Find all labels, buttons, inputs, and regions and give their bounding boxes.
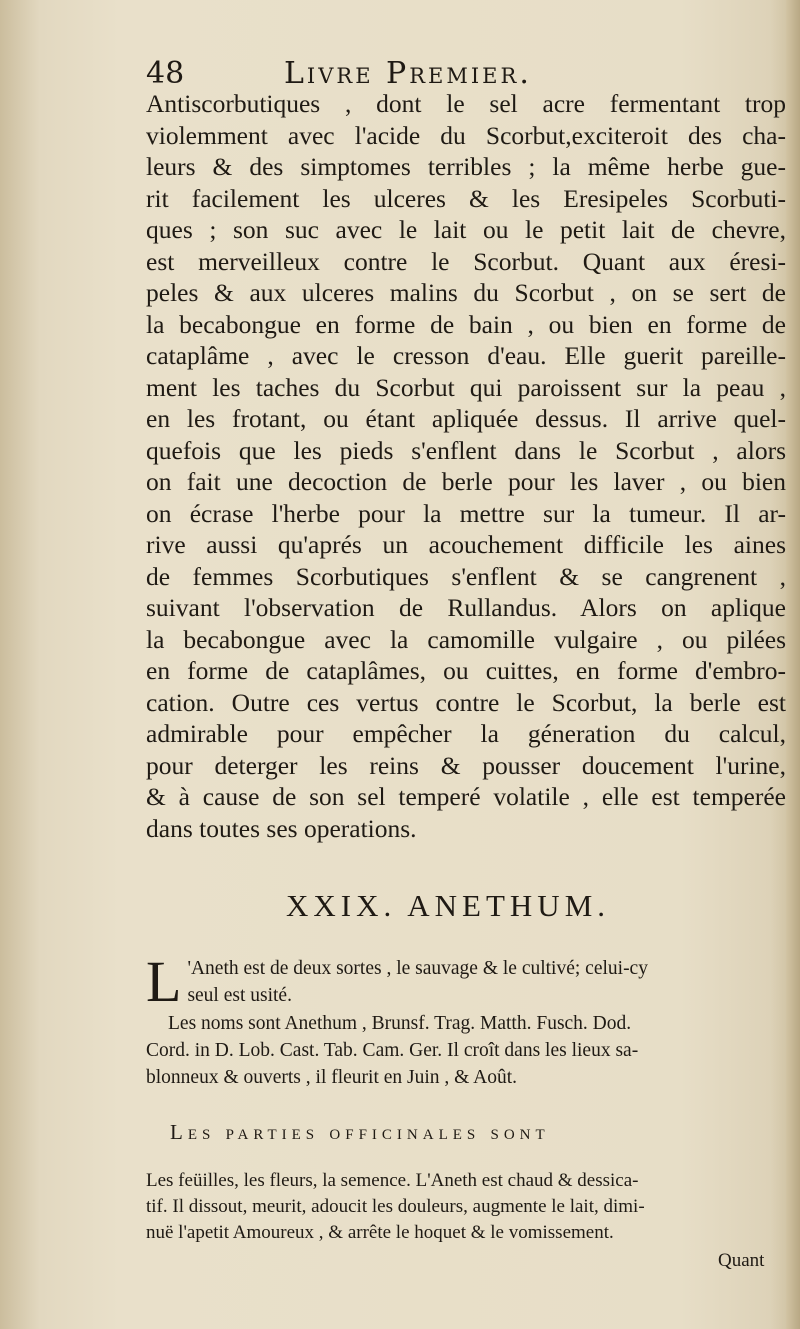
text-line: cation. Outre ces vertus contre le Scorbut, la berle est <box>146 687 786 717</box>
text-line: & à cause de son sel temperé volatile , elle est temperée <box>146 782 786 811</box>
page-number: 48 <box>146 56 185 91</box>
text-line: ques ; son suc avec le lait ou le petit lait de chevre, <box>146 215 786 244</box>
text-line: leurs & des simptomes terribles ; la même herbe gue- <box>146 152 786 181</box>
entry-line: seul est usité. <box>187 985 292 1006</box>
sub-heading: Les parties officinales sont <box>170 1120 550 1144</box>
text-line: Antiscorbutiques , dont le sel acre fermentant trop <box>146 89 786 118</box>
text-line: pour deterger les reins & pousser doucement l'urine, <box>146 750 786 780</box>
text-line: de femmes Scorbutiques s'enflent & se cangrenent , <box>146 561 786 591</box>
parts-paragraph <box>146 1168 786 1246</box>
drop-cap: L <box>146 949 182 1014</box>
section-heading: XXIX. ANETHUM. <box>286 888 611 923</box>
names-line: Les noms sont Anethum , Brunsf. Trag. Matth. Fusch. Dod. <box>168 1013 632 1034</box>
running-head: Livre Premier. <box>284 56 532 91</box>
entry-line: 'Aneth est de deux sortes , le sauvage & le cultivé; celui-cy <box>187 958 648 979</box>
text-line: on écrase l'herbe pour la mettre sur la tumeur. Il ar- <box>146 498 786 528</box>
page-edge <box>786 0 800 1329</box>
names-line: Cord. in D. Lob. Cast. Tab. Cam. Ger. Il croît dans les lieux sa- <box>146 1040 639 1061</box>
text-line: en les frotant, ou étant apliquée dessus. Il arrive quel- <box>146 404 786 433</box>
text-line: cataplâme , avec le cresson d'eau. Elle guerit pareille- <box>146 341 786 370</box>
text-line: violemment avec l'acide du Scorbut,exciteroit des cha- <box>146 120 786 150</box>
text-line: ment les taches du Scorbut qui paroissent sur la peau , <box>146 372 786 402</box>
text-line: dans toutes ses operations. <box>146 813 417 843</box>
text-line: quefois que les pieds s'enflent dans le Scorbut , alors <box>146 435 786 465</box>
names-paragraph <box>146 1010 786 1091</box>
text-line: est merveilleux contre le Scorbut. Quant aux éresi- <box>146 246 786 276</box>
text-line: on fait une decoction de berle pour les laver , ou bien <box>146 467 786 496</box>
text-line: la becabongue en forme de bain , ou bien en forme de <box>146 309 786 339</box>
text-line: la becabongue avec la camomille vulgaire , ou pilées <box>146 624 786 654</box>
text-line: suivant l'observation de Rullandus. Alors on aplique <box>146 593 786 622</box>
text-line: rive aussi qu'aprés un acouchement difficile les aines <box>146 530 786 559</box>
body-paragraph <box>146 88 786 844</box>
names-line: blonneux & ouverts , il fleurit en Juin , & Août. <box>146 1067 518 1088</box>
parts-line: Les feüilles, les fleurs, la semence. L'Aneth est chaud & dessica- <box>146 1170 639 1191</box>
entry-intro <box>146 949 786 1014</box>
page-header <box>146 56 786 92</box>
parts-line: nuë l'apetit Amoureux , & arrête le hoquet & le vomissement. <box>146 1222 614 1243</box>
catchword: Quant <box>718 1250 765 1271</box>
text-line: peles & aux ulceres malins du Scorbut , on se sert de <box>146 278 786 307</box>
parts-line: tif. Il dissout, meurit, adoucit les douleurs, augmente le lait, dimi- <box>146 1196 645 1217</box>
text-line: admirable pour empêcher la géneration du calcul, <box>146 719 786 748</box>
text-line: rit facilement les ulceres & les Eresipeles Scorbuti- <box>146 183 786 213</box>
text-line: en forme de cataplâmes, ou cuittes, en forme d'embro- <box>146 656 786 685</box>
